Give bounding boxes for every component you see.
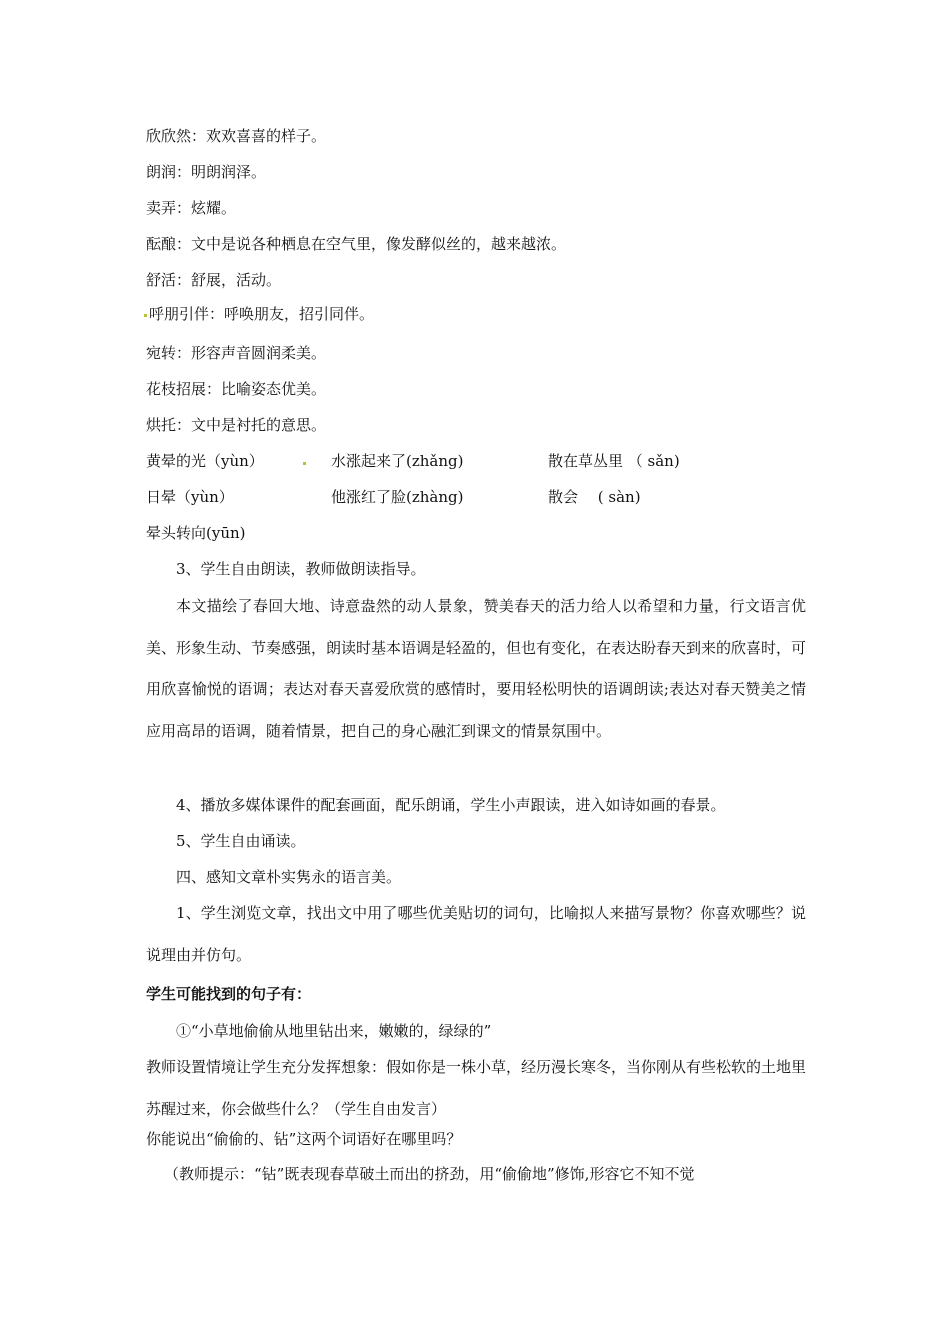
pinyin-cell: 他涨红了脸(zhàng): [331, 488, 464, 506]
glossary-item: 舒活：舒展，活动。: [146, 271, 282, 289]
task-1-paragraph: 1、学生浏览文章，找出文中用了哪些优美贴切的词句，比喻拟人来描写景物？你喜欢哪些？说说理由并仿句。: [146, 904, 806, 964]
glossary-item: 朗润：明朗润泽。: [146, 163, 267, 181]
pinyin-cell: 水涨起来了(zhǎng): [331, 452, 464, 470]
reading-guidance-paragraph: 本文描绘了春回大地、诗意盎然的动人景象，赞美春天的活力给人以希望和力量，行文语言优美、形象生动、节奏感强，朗读时基本语调是轻盈的，但也有变化，在表达盼春天到来的欣喜时，可用欣喜愉悦的语调；表达对春天喜爱欣赏的感情时，要用轻松明快的语调朗读;表达对春天赞美之情应用高昂的语调，随着情景，把自己的身心融汇到课文的情景氛围中。: [146, 597, 807, 740]
pinyin-cell: 黄晕的光（yùn）: [146, 452, 264, 470]
pinyin-cell: 散在草丛里 （ sǎn): [548, 452, 680, 470]
glossary-item: 花枝招展：比喻姿态优美。: [146, 380, 327, 398]
pinyin-cell: 散会 ( sàn): [548, 488, 641, 506]
teacher-hint: （教师提示：“钻”既表现春草破土而出的挤劲，用“偷偷地”修饰,形容它不知不觉: [164, 1165, 695, 1183]
glossary-item: 宛转：形容声音圆润柔美。: [146, 344, 327, 362]
glossary-item: 欣欣然：欢欢喜喜的样子。: [146, 127, 327, 145]
example-sentence: ①“小草地偷偷从地里钻出来，嫩嫩的，绿绿的”: [176, 1022, 492, 1040]
glossary-item: 酝酿：文中是说各种栖息在空气里，像发酵似丝的，越来越浓。: [146, 235, 567, 253]
step-4: 4、播放多媒体课件的配套画面，配乐朗诵，学生小声跟读，进入如诗如画的春景。: [176, 796, 726, 814]
glossary-item: 呼朋引伴：呼唤朋友，招引同伴。: [149, 305, 375, 323]
pinyin-extra: 晕头转向(yūn): [146, 524, 246, 542]
found-sentences-heading: 学生可能找到的句子有：: [146, 985, 312, 1003]
stray-mark: [303, 462, 306, 465]
pinyin-cell: 日晕（yùn）: [146, 488, 234, 506]
step-3: 3、学生自由朗读，教师做朗读指导。: [176, 560, 426, 578]
teacher-scenario-paragraph: 教师设置情境让学生充分发挥想象：假如你是一株小草，经历漫长寒冬，当你刚从有些松软的土地里苏醒过来，你会做些什么？（学生自由发言）: [146, 1058, 807, 1118]
glossary-item: 卖弄：炫耀。: [146, 199, 237, 217]
stray-mark: [144, 314, 147, 317]
question-line: 你能说出“偷偷的、钻”这两个词语好在哪里吗？: [146, 1130, 462, 1148]
glossary-item: 烘托：文中是衬托的意思。: [146, 416, 327, 434]
step-5: 5、学生自由诵读。: [176, 832, 306, 850]
section-4-heading: 四、感知文章朴实隽永的语言美。: [176, 868, 402, 886]
